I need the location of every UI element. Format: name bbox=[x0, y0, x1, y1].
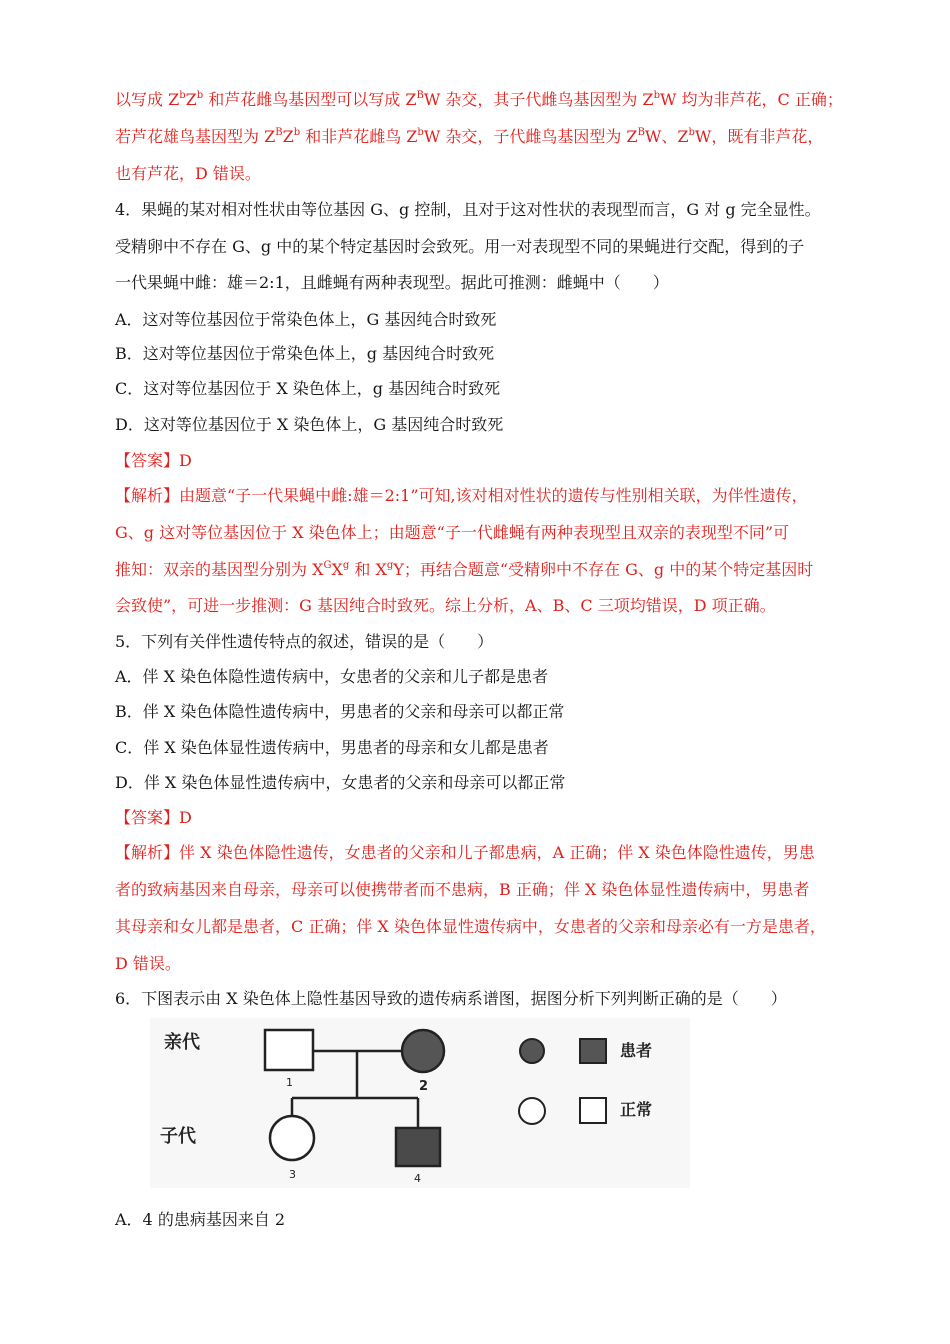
question-5-answer: 【答案】D bbox=[115, 808, 192, 827]
individual-2-label: 2 bbox=[419, 1079, 429, 1094]
question-4-analysis: 推知：双亲的基因型分别为 $X^GX^g$ 和 $X^gY$；再结合题意“受精卵中不存在 G、g 中的某个特定基因时 bbox=[115, 560, 814, 579]
individual-1-normal-male bbox=[265, 1030, 313, 1070]
legend-normal-male-icon bbox=[580, 1098, 606, 1123]
question-5-stem: 5．下列有关伴性遗传特点的叙述，错误的是（ ） bbox=[115, 632, 494, 651]
question-5-analysis: 者的致病基因来自母亲，母亲可以使携带者而不患病，B 正确；伴 X 染色体显性遗传病中，男患者 bbox=[115, 880, 810, 899]
question-5-analysis: 【解析】伴 X 染色体隐性遗传，女患者的父亲和儿子都患病，A 正确；伴 X 染色体隐性遗传，男患 bbox=[115, 843, 815, 862]
legend-normal-label: 正常 bbox=[620, 1100, 653, 1119]
legend-affected-female-icon bbox=[520, 1039, 544, 1063]
question-5-analysis: D 错误。 bbox=[115, 954, 181, 973]
question-6-option-a: A．4 的患病基因来自 2 bbox=[115, 1210, 286, 1229]
pedigree-diagram bbox=[150, 1018, 690, 1188]
individual-3-normal-female bbox=[270, 1116, 314, 1160]
legend-affected-label: 患者 bbox=[620, 1041, 653, 1060]
question-4-answer: 【答案】D bbox=[115, 451, 192, 470]
question-4-stem: 一代果蝇中雌：雄＝2:1，且雌蝇有两种表现型。据此可推测：雌蝇中（ ） bbox=[115, 273, 669, 292]
legend-affected-male-icon bbox=[580, 1039, 606, 1063]
question-5-option-c: C．伴 X 染色体显性遗传病中，男患者的母亲和女儿都是患者 bbox=[115, 738, 549, 757]
question-4-stem: 4．果蝇的某对相对性状由等位基因 G、g 控制，且对于这对性状的表现型而言，G 对 g 完全显性。 bbox=[115, 200, 821, 219]
individual-4-affected-male bbox=[396, 1128, 440, 1166]
parent-generation-label: 亲代 bbox=[164, 1032, 200, 1053]
question-4-option-c: C．这对等位基因位于 X 染色体上，g 基因纯合时致死 bbox=[115, 379, 501, 398]
individual-2-affected-female bbox=[402, 1030, 444, 1072]
question-4-analysis: 【解析】由题意“子一代果蝇中雌:雄＝2:1”可知,该对相对性状的遗传与性别相关联，为伴性遗传， bbox=[115, 486, 808, 505]
individual-4-label: 4 bbox=[414, 1172, 421, 1185]
question-4-analysis: 会致使”，可进一步推测：G 基因纯合时致死。综上分析，A、B、C 三项均错误，D 项正确。 bbox=[115, 596, 776, 615]
question-6-stem: 6．下图表示由 X 染色体上隐性基因导致的遗传病系谱图，据图分析下列判断正确的是（ ） bbox=[115, 989, 787, 1008]
legend-normal-female-icon bbox=[519, 1098, 545, 1124]
question-5-option-a: A．伴 X 染色体隐性遗传病中，女患者的父亲和儿子都是患者 bbox=[115, 667, 549, 686]
question-4-option-b: B．这对等位基因位于常染色体上，g 基因纯合时致死 bbox=[115, 344, 495, 363]
question-5-analysis: 其母亲和女儿都是患者，C 正确；伴 X 染色体显性遗传病中，女患者的父亲和母亲必有一方是患者， bbox=[115, 917, 826, 936]
analysis-line: 若芦花雄鸟基因型为 $Z^BZ^b$ 和非芦花雌鸟 $Z^bW$ 杂交，子代雌鸟基因型为 $Z^BW$、$Z^bW$，既有非芦花， bbox=[115, 127, 824, 146]
question-4-option-a: A．这对等位基因位于常染色体上，G 基因纯合时致死 bbox=[115, 310, 497, 329]
question-5-option-d: D．伴 X 染色体显性遗传病中，女患者的父亲和母亲可以都正常 bbox=[115, 773, 566, 792]
question-4-option-d: D．这对等位基因位于 X 染色体上，G 基因纯合时致死 bbox=[115, 415, 504, 434]
individual-3-label: 3 bbox=[289, 1168, 296, 1181]
analysis-line: 以写成 $Z^bZ^b$ 和芦花雌鸟基因型可以写成 $Z^BW$ 杂交，其子代雌鸟基因型为 $Z^bW$ 均为非芦花，C 正确； bbox=[115, 90, 843, 109]
question-4-stem: 受精卵中不存在 G、g 中的某个特定基因时会致死。用一对表现型不同的果蝇进行交配，得到的子 bbox=[115, 237, 805, 256]
individual-1-label: 1 bbox=[286, 1076, 293, 1089]
question-5-option-b: B．伴 X 染色体隐性遗传病中，男患者的父亲和母亲可以都正常 bbox=[115, 702, 565, 721]
analysis-line: 也有芦花，D 错误。 bbox=[115, 164, 261, 183]
child-generation-label: 子代 bbox=[160, 1126, 196, 1147]
question-4-analysis: G、g 这对等位基因位于 X 染色体上；由题意“子一代雌蝇有两种表现型且双亲的表现型不同”可 bbox=[115, 523, 790, 542]
